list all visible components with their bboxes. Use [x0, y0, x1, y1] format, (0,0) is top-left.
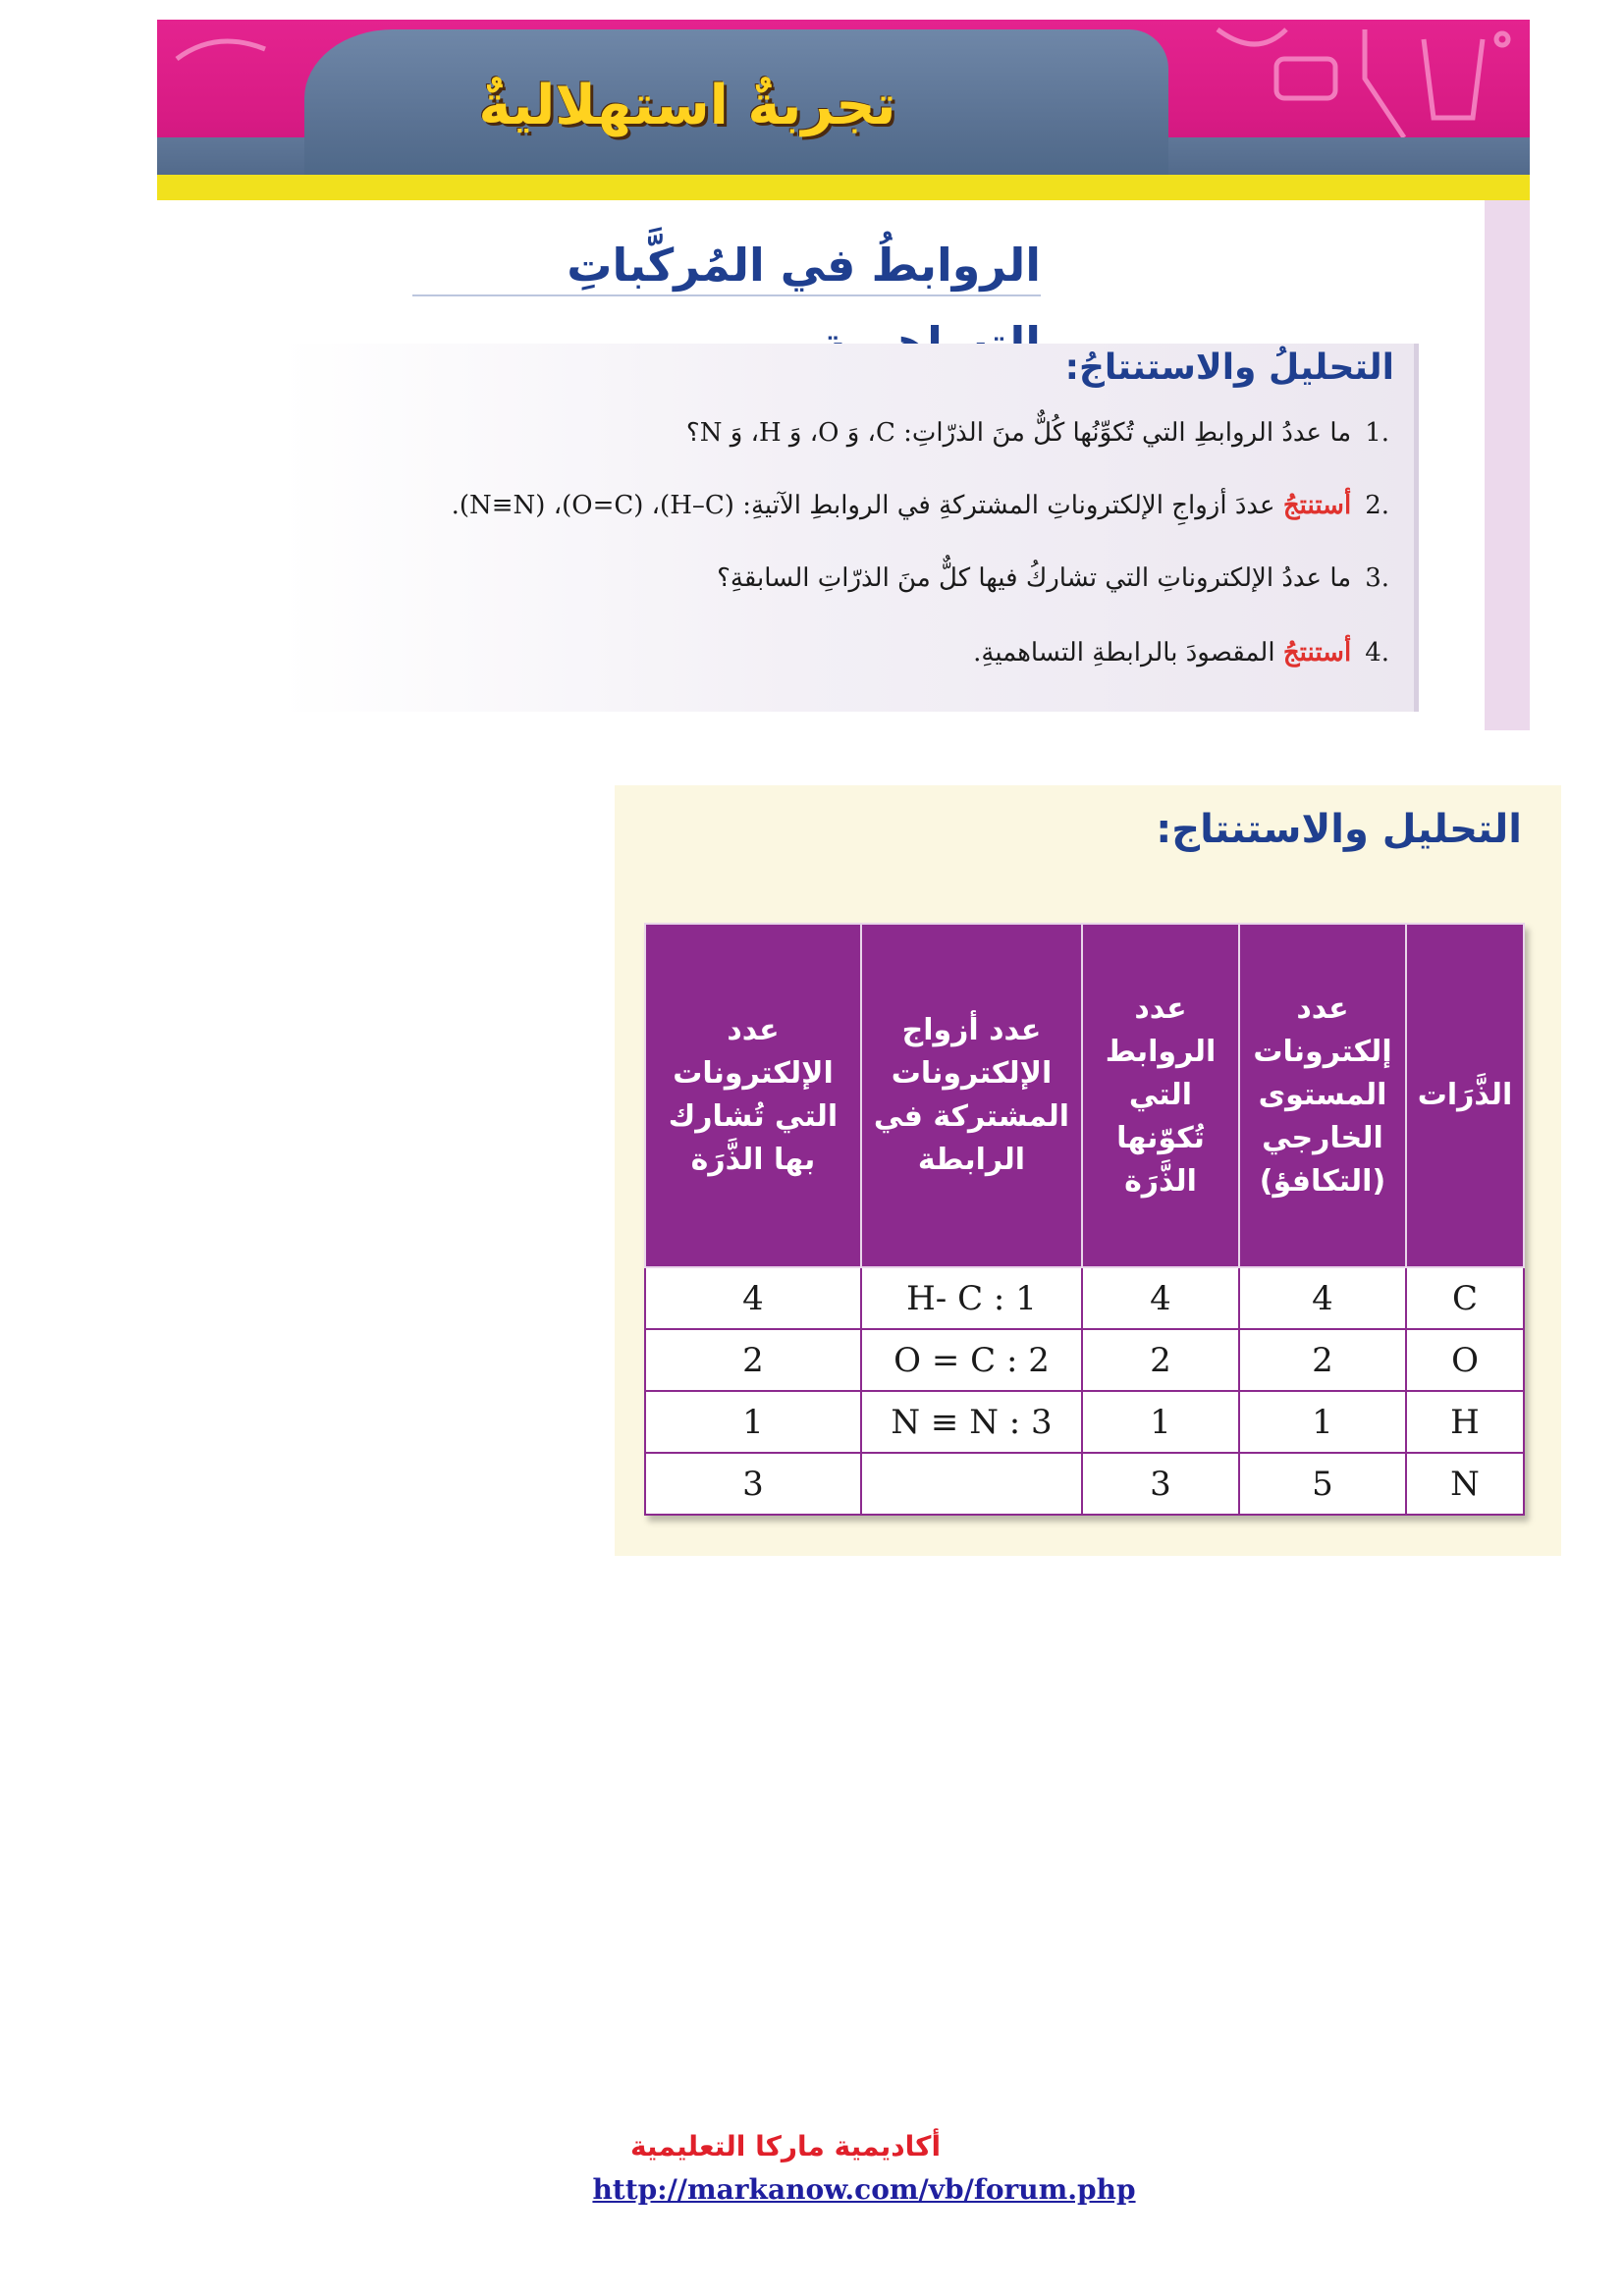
header-line: عدد أزواج: [901, 1013, 1042, 1047]
table-cell: O = C : 2: [861, 1329, 1082, 1391]
analysis-heading: التحليلُ والاستنتاجُ:: [1064, 347, 1394, 388]
header-line: التي تُشارك: [668, 1099, 839, 1134]
table-row: [645, 1391, 1524, 1453]
question-number: .1: [1365, 418, 1389, 448]
header-line: عدد: [727, 1013, 780, 1047]
header-line: عدد: [1296, 991, 1349, 1026]
table-cell: 5: [1239, 1453, 1406, 1515]
header-line: المشتركة في: [873, 1099, 1070, 1134]
question-text: المقصودَ بالرابطةِ التساهميةِ.: [973, 638, 1283, 667]
table-cell: 2: [645, 1329, 861, 1391]
banner-title: تجربةٌ استهلاليةٌ: [478, 74, 896, 137]
header-line: التي: [1128, 1078, 1193, 1112]
table-cell: 1: [1082, 1391, 1239, 1453]
analysis-questions-box: [280, 344, 1419, 712]
question-number: .4: [1365, 638, 1389, 667]
right-side-band: [1485, 200, 1530, 730]
header-line: الرابطة: [917, 1143, 1026, 1177]
table-cell: 1: [645, 1391, 861, 1453]
table-cell: 4: [1082, 1267, 1239, 1329]
table-cell: O: [1406, 1329, 1524, 1391]
header-line: الروابط: [1105, 1035, 1217, 1069]
header-line: إلكترونات: [1253, 1035, 1392, 1069]
question-item: [452, 491, 1389, 520]
question-text: ما عددُ الروابطِ التي تُكوِّنُها كُلٌّ منَ الذرّاتِ: C، وَ O، وَ H، وَ N؟: [685, 418, 1352, 448]
table-cell: [861, 1453, 1082, 1515]
question-item: [973, 638, 1389, 667]
question-text: ما عددُ الإلكتروناتِ التي تشاركُ فيها كلٌّ منَ الذرّاتِ السابقةِ؟: [717, 563, 1352, 593]
header-line: الذَّرَة: [1124, 1164, 1197, 1199]
table-row: [645, 1329, 1524, 1391]
atoms-table: [644, 923, 1525, 1516]
section-title: الروابطُ في المُركَّباتِ: [412, 226, 1041, 304]
header-line: عدد: [1134, 991, 1187, 1026]
footer-academy-name: أكاديمية ماركا التعليمية: [629, 2130, 942, 2163]
table-cell: H: [1406, 1391, 1524, 1453]
column-header-atoms: [1406, 924, 1524, 1267]
question-number: .2: [1365, 491, 1389, 520]
table-cell: N: [1406, 1453, 1524, 1515]
table-row: [645, 1453, 1524, 1515]
table-cell: 4: [645, 1267, 861, 1329]
header-line: الإلكترونات: [891, 1056, 1053, 1091]
header-yellow-bar: [157, 175, 1530, 200]
header-line: الإلكترونات: [673, 1056, 834, 1091]
question-number: .3: [1365, 563, 1389, 593]
header-line: (التكافؤ): [1259, 1164, 1386, 1199]
footer-forum-link[interactable]: http://markanow.com/vb/forum.php: [592, 2173, 1136, 2206]
table-cell: H- C : 1: [861, 1267, 1082, 1329]
column-header-bonds-count: [1082, 924, 1239, 1267]
table-row: [645, 1267, 1524, 1329]
answer-heading: التحليل والاستنتاج:: [1156, 807, 1522, 852]
header-line: بها الذَّرَة: [690, 1143, 816, 1177]
column-header-valence-electrons: [1239, 924, 1406, 1267]
question-verb: أستنتجُ: [1282, 638, 1352, 667]
question-item: [686, 418, 1389, 448]
column-header-shared-pairs: [861, 924, 1082, 1267]
table-cell: N ≡ N : 3: [861, 1391, 1082, 1453]
table-cell: 3: [645, 1453, 861, 1515]
question-item: [717, 563, 1389, 593]
header-line: الخارجي: [1262, 1121, 1383, 1155]
table-cell: 2: [1082, 1329, 1239, 1391]
header-line: تُكوّنها: [1116, 1121, 1205, 1155]
table-header-row: [645, 924, 1524, 1267]
table-cell: C: [1406, 1267, 1524, 1329]
table-cell: 4: [1239, 1267, 1406, 1329]
table-cell: 3: [1082, 1453, 1239, 1515]
header-banner: [157, 20, 1530, 196]
answer-box: [615, 785, 1561, 1556]
table-cell: 2: [1239, 1329, 1406, 1391]
question-text: عددَ أزواجِ الإلكتروناتِ المشتركةِ في الروابطِ الآتيةِ: (H–C)، (O=C)، (N≡N).: [451, 491, 1283, 520]
column-header-shared-electrons: [645, 924, 861, 1267]
table-cell: 1: [1239, 1391, 1406, 1453]
header-line: المستوى: [1258, 1078, 1387, 1112]
question-verb: أستنتجُ: [1282, 491, 1352, 520]
header-line: الذَّرَات: [1417, 1078, 1513, 1112]
